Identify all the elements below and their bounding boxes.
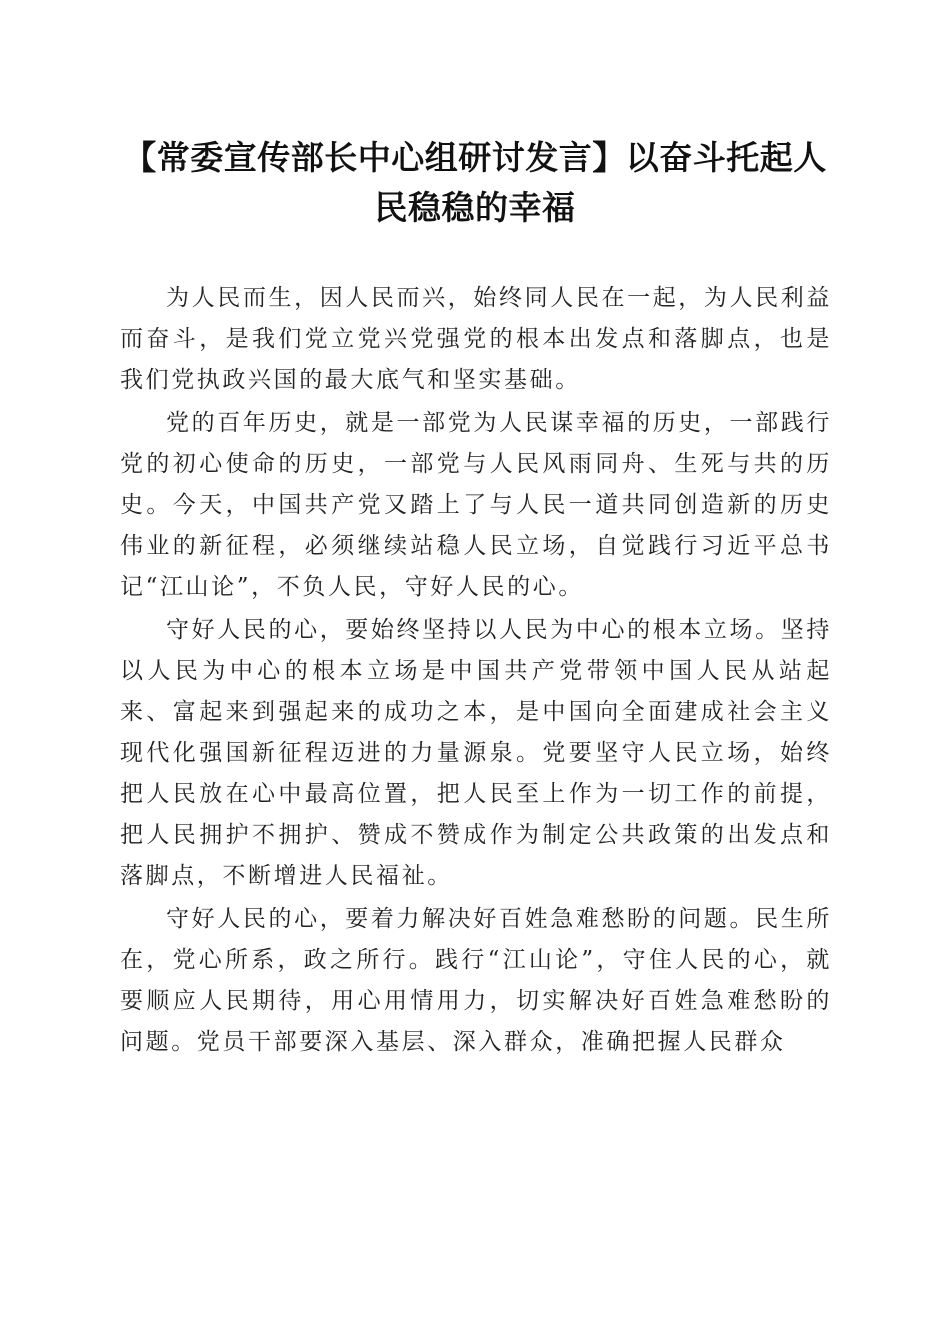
paragraph: 为人民而生，因人民而兴，始终同人民在一起，为人民利益而奋斗，是我们党立党兴党强党的根本出发点和落脚点，也是我们党执政兴国的最大底气和坚实基础。 (120, 285, 832, 393)
paragraph: 党的百年历史，就是一部党为人民谋幸福的历史，一部践行党的初心使命的历史，一部党与人民风雨同舟、生死与共的历史。今天，中国共产党又踏上了与人民一道共同创造新的历史伟业的新征程，必须继续站稳人民立场，自觉践行习近平总书记“江山论”，不负人民，守好人民的心。 (120, 410, 832, 600)
document-body (120, 278, 832, 1065)
paragraph: 守好人民的心，要始终坚持以人民为中心的根本立场。坚持以人民为中心的根本立场是中国共产党带领中国人民从站起来、富起来到强起来的成功之本，是中国向全面建成社会主义现代化强国新征程迈进的力量源泉。党要坚守人民立场，始终把人民放在心中最高位置，把人民至上作为一切工作的前提，把人民拥护不拥护、赞成不赞成作为制定公共政策的出发点和落脚点，不断增进人民福祉。 (120, 617, 832, 889)
paragraph: 守好人民的心，要着力解决好百姓急难愁盼的问题。民生所在，党心所系，政之所行。践行“江山论”，守住人民的心，就要顺应人民期待，用心用情用力，切实解决好百姓急难愁盼的问题。党员干部要深入基层、深入群众，准确把握人民群众 (120, 906, 832, 1055)
document-title: 【常委宣传部长中心组研讨发言】以奋斗托起人民稳稳的幸福 (123, 138, 827, 227)
